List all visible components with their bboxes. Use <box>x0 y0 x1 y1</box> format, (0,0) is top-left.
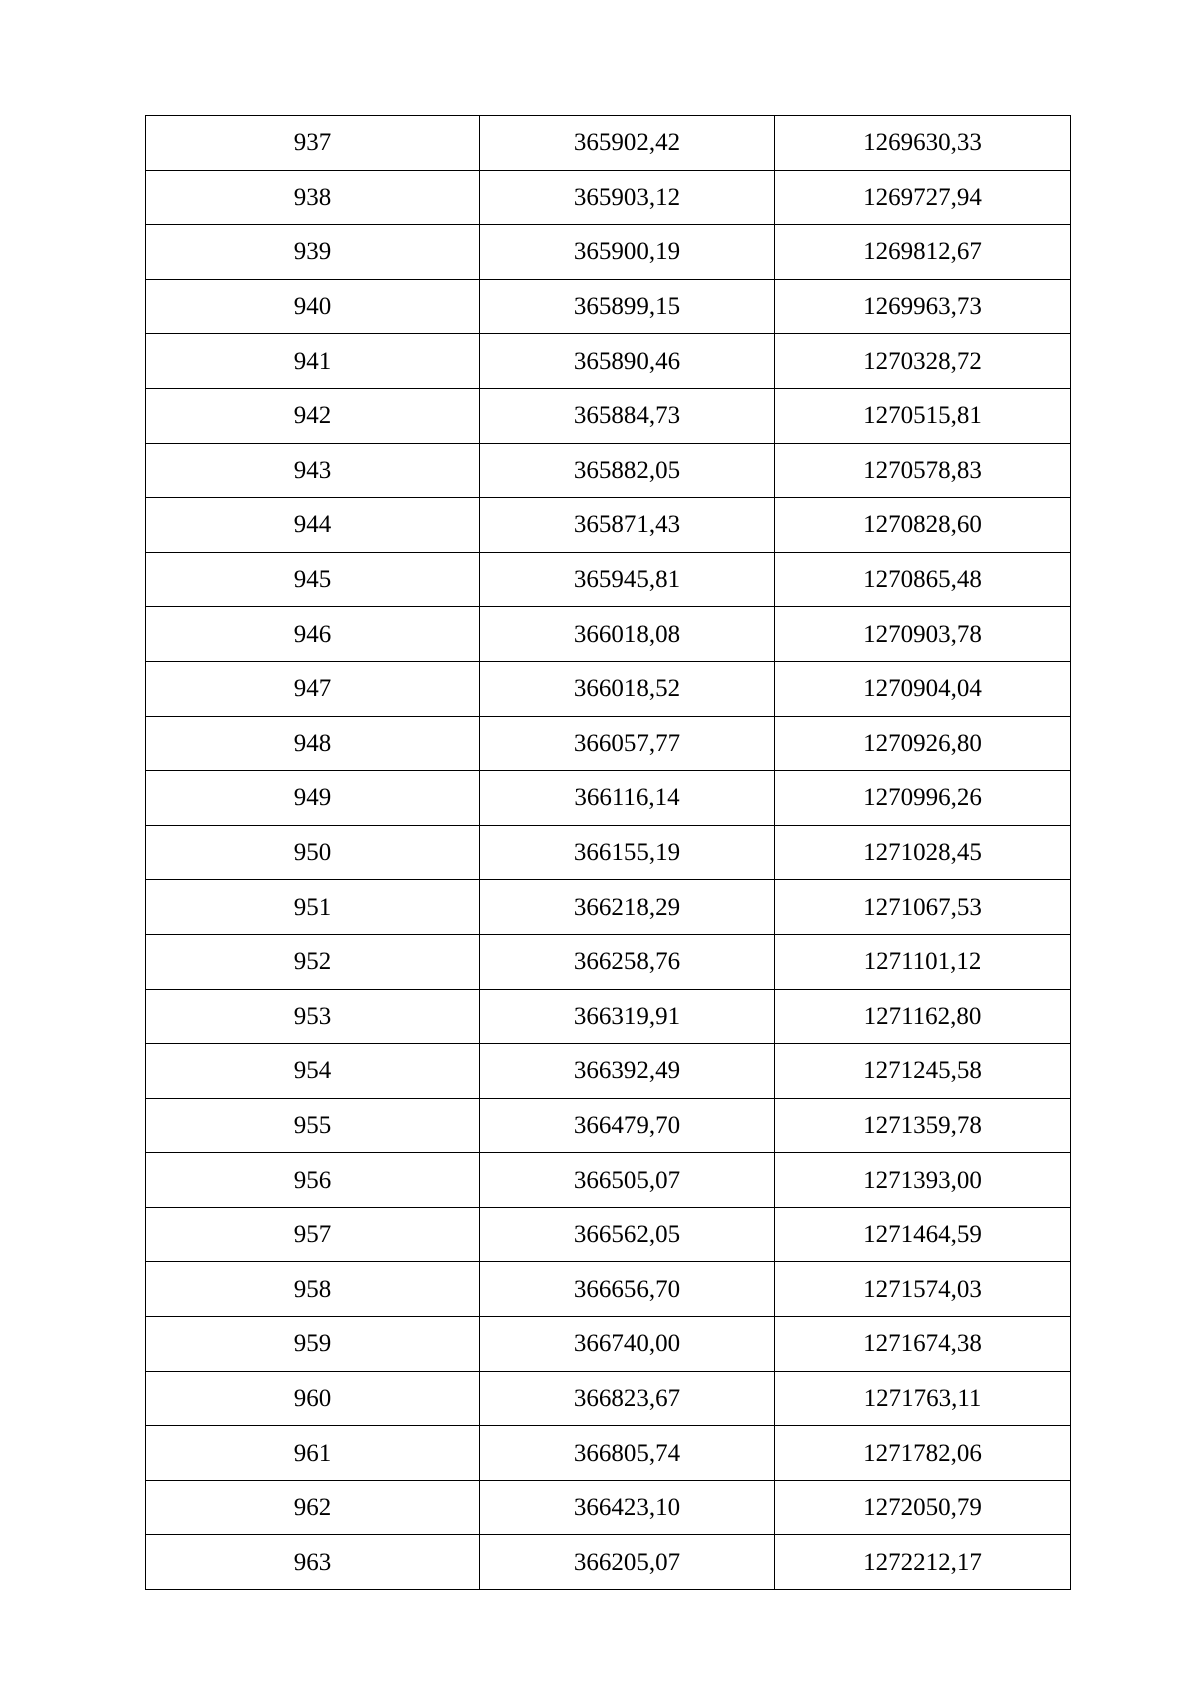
x-coordinate-cell: 365945,81 <box>480 552 775 607</box>
y-coordinate-cell: 1269727,94 <box>775 170 1071 225</box>
y-coordinate-cell: 1271162,80 <box>775 989 1071 1044</box>
table-row <box>146 1480 1071 1535</box>
x-coordinate-cell: 366656,70 <box>480 1262 775 1317</box>
point-number-cell: 951 <box>146 880 480 935</box>
y-coordinate-cell: 1272050,79 <box>775 1480 1071 1535</box>
point-number-cell: 952 <box>146 934 480 989</box>
point-number-cell: 949 <box>146 771 480 826</box>
x-coordinate-cell: 365902,42 <box>480 116 775 171</box>
y-coordinate-cell: 1272212,17 <box>775 1535 1071 1590</box>
table-row <box>146 388 1071 443</box>
table-row <box>146 1535 1071 1590</box>
point-number-cell: 962 <box>146 1480 480 1535</box>
table-row <box>146 1371 1071 1426</box>
y-coordinate-cell: 1271674,38 <box>775 1317 1071 1372</box>
point-number-cell: 943 <box>146 443 480 498</box>
table-row <box>146 1207 1071 1262</box>
table-row <box>146 661 1071 716</box>
x-coordinate-cell: 366155,19 <box>480 825 775 880</box>
point-number-cell: 955 <box>146 1098 480 1153</box>
point-number-cell: 950 <box>146 825 480 880</box>
y-coordinate-cell: 1271359,78 <box>775 1098 1071 1153</box>
point-number-cell: 963 <box>146 1535 480 1590</box>
x-coordinate-cell: 365903,12 <box>480 170 775 225</box>
table-row <box>146 334 1071 389</box>
x-coordinate-cell: 365871,43 <box>480 498 775 553</box>
table-row <box>146 116 1071 171</box>
table-row <box>146 989 1071 1044</box>
point-number-cell: 946 <box>146 607 480 662</box>
table-row <box>146 170 1071 225</box>
x-coordinate-cell: 365900,19 <box>480 225 775 280</box>
x-coordinate-cell: 366505,07 <box>480 1153 775 1208</box>
y-coordinate-cell: 1270996,26 <box>775 771 1071 826</box>
y-coordinate-cell: 1270828,60 <box>775 498 1071 553</box>
table-row <box>146 1153 1071 1208</box>
y-coordinate-cell: 1270904,04 <box>775 661 1071 716</box>
y-coordinate-cell: 1271464,59 <box>775 1207 1071 1262</box>
x-coordinate-cell: 366258,76 <box>480 934 775 989</box>
y-coordinate-cell: 1270926,80 <box>775 716 1071 771</box>
table-row <box>146 607 1071 662</box>
table-row <box>146 1426 1071 1481</box>
table-row <box>146 934 1071 989</box>
coordinates-table <box>145 115 1071 1590</box>
y-coordinate-cell: 1271393,00 <box>775 1153 1071 1208</box>
table-row <box>146 1262 1071 1317</box>
point-number-cell: 961 <box>146 1426 480 1481</box>
y-coordinate-cell: 1271245,58 <box>775 1044 1071 1099</box>
x-coordinate-cell: 365890,46 <box>480 334 775 389</box>
point-number-cell: 947 <box>146 661 480 716</box>
y-coordinate-cell: 1271782,06 <box>775 1426 1071 1481</box>
y-coordinate-cell: 1271028,45 <box>775 825 1071 880</box>
table-row <box>146 1098 1071 1153</box>
x-coordinate-cell: 366740,00 <box>480 1317 775 1372</box>
table-row <box>146 225 1071 280</box>
y-coordinate-cell: 1270515,81 <box>775 388 1071 443</box>
y-coordinate-cell: 1269812,67 <box>775 225 1071 280</box>
y-coordinate-cell: 1271101,12 <box>775 934 1071 989</box>
y-coordinate-cell: 1271067,53 <box>775 880 1071 935</box>
table-row <box>146 498 1071 553</box>
x-coordinate-cell: 366562,05 <box>480 1207 775 1262</box>
point-number-cell: 960 <box>146 1371 480 1426</box>
x-coordinate-cell: 366319,91 <box>480 989 775 1044</box>
point-number-cell: 937 <box>146 116 480 171</box>
table-row <box>146 1044 1071 1099</box>
x-coordinate-cell: 366823,67 <box>480 1371 775 1426</box>
y-coordinate-cell: 1270903,78 <box>775 607 1071 662</box>
point-number-cell: 938 <box>146 170 480 225</box>
x-coordinate-cell: 365899,15 <box>480 279 775 334</box>
y-coordinate-cell: 1271763,11 <box>775 1371 1071 1426</box>
x-coordinate-cell: 366479,70 <box>480 1098 775 1153</box>
x-coordinate-cell: 365884,73 <box>480 388 775 443</box>
coordinates-table-body <box>146 116 1071 1590</box>
table-row <box>146 1317 1071 1372</box>
y-coordinate-cell: 1270578,83 <box>775 443 1071 498</box>
point-number-cell: 944 <box>146 498 480 553</box>
x-coordinate-cell: 365882,05 <box>480 443 775 498</box>
point-number-cell: 954 <box>146 1044 480 1099</box>
point-number-cell: 941 <box>146 334 480 389</box>
point-number-cell: 942 <box>146 388 480 443</box>
point-number-cell: 940 <box>146 279 480 334</box>
x-coordinate-cell: 366018,08 <box>480 607 775 662</box>
x-coordinate-cell: 366018,52 <box>480 661 775 716</box>
table-row <box>146 771 1071 826</box>
y-coordinate-cell: 1270865,48 <box>775 552 1071 607</box>
point-number-cell: 959 <box>146 1317 480 1372</box>
point-number-cell: 948 <box>146 716 480 771</box>
x-coordinate-cell: 366805,74 <box>480 1426 775 1481</box>
x-coordinate-cell: 366218,29 <box>480 880 775 935</box>
point-number-cell: 945 <box>146 552 480 607</box>
y-coordinate-cell: 1270328,72 <box>775 334 1071 389</box>
table-row <box>146 716 1071 771</box>
table-row <box>146 880 1071 935</box>
table-row <box>146 825 1071 880</box>
table-row <box>146 443 1071 498</box>
point-number-cell: 956 <box>146 1153 480 1208</box>
x-coordinate-cell: 366423,10 <box>480 1480 775 1535</box>
y-coordinate-cell: 1269630,33 <box>775 116 1071 171</box>
x-coordinate-cell: 366392,49 <box>480 1044 775 1099</box>
x-coordinate-cell: 366057,77 <box>480 716 775 771</box>
y-coordinate-cell: 1269963,73 <box>775 279 1071 334</box>
point-number-cell: 953 <box>146 989 480 1044</box>
point-number-cell: 957 <box>146 1207 480 1262</box>
y-coordinate-cell: 1271574,03 <box>775 1262 1071 1317</box>
x-coordinate-cell: 366116,14 <box>480 771 775 826</box>
table-row <box>146 279 1071 334</box>
x-coordinate-cell: 366205,07 <box>480 1535 775 1590</box>
table-row <box>146 552 1071 607</box>
point-number-cell: 939 <box>146 225 480 280</box>
point-number-cell: 958 <box>146 1262 480 1317</box>
